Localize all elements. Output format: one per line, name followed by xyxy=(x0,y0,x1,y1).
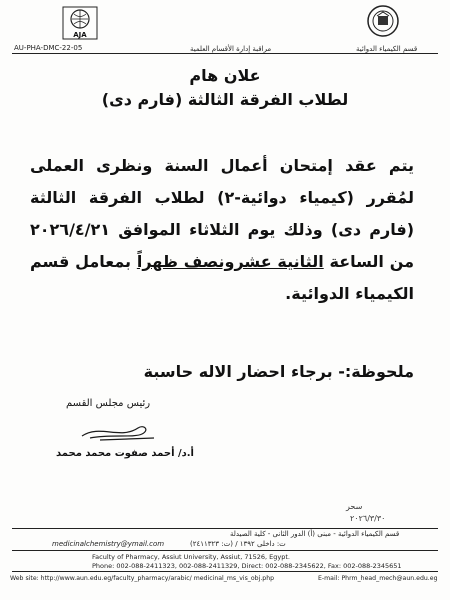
logo-text: AJA xyxy=(73,31,87,39)
footer-email: medicinalchemistry@ymail.com xyxy=(52,540,165,548)
signatory-name: أ.د/ أحمد صفوت محمد محمد xyxy=(56,448,194,459)
date-note-label: سحر xyxy=(346,502,363,511)
footer-divider-3 xyxy=(12,571,438,572)
signature-title: رئيس مجلس القسم xyxy=(66,398,151,409)
university-logo-icon xyxy=(62,6,98,40)
announcement-body xyxy=(30,150,414,310)
footer-divider-2 xyxy=(12,550,438,551)
footer-contact-email: E-mail: Phrm_head_mech@aun.edu.eg xyxy=(318,575,438,582)
announcement-subtitle: لطلاب الفرقة الثالثة (فارم دى) xyxy=(101,90,349,109)
footer-phones: Phone: 002-088-2411323, 002-088-2411329, Direct: 002-088-2345622, Fax: 002-088-2345651 xyxy=(92,562,402,570)
footer-website: Web site: http://www.aun.edu.eg/faculty_pharmacy/arabic/ medicinal_ms_vis_obj.php xyxy=(10,575,275,582)
body-time-underlined: الثانية عشرونصف ظهراً xyxy=(136,252,324,271)
note-line: ملحوظة:- برجاء احضار الاله حاسبة xyxy=(143,362,414,381)
document-code: AU-PHA-DMC-22-05 xyxy=(14,44,83,52)
date-note-value: ٢٠٢٦/٣/٣٠ xyxy=(350,514,386,523)
footer-department: قسم الكيمياء الدوائية - مبنى (أ) الدور الثانى - كلية الصيدلة xyxy=(230,530,400,538)
announcement-title: علان هام xyxy=(189,66,261,85)
faculty-emblem-icon xyxy=(366,4,400,38)
footer-phone-internal: ت: داخلى ١٣٩٢ / (ت: ٢٤١١٣٢٣) xyxy=(190,540,286,548)
handwritten-signature-icon xyxy=(80,414,160,444)
footer-faculty-address: Faculty of Pharmacy, Assiut University, Assiut, 71526, Egypt. xyxy=(92,553,291,561)
body-text-part1: يتم عقد إمتحان أعمال السنة ونظرى العملى لمُقرر (كيمياء دوائية-٢) لطلاب الفرقة الثالثة (فارم دى) وذلك يوم الثلاثاء الموافق ٢٠٢٦/٤/٢١ من الساعة xyxy=(30,156,414,271)
department-label: قسم الكيمياء الدوائية xyxy=(356,45,418,53)
footer-divider-1 xyxy=(12,528,438,529)
header-divider xyxy=(12,53,438,54)
body-text-part2: بمعامل قسم الكيمياء الدوائية. xyxy=(30,252,414,303)
quality-unit-label: مراقبة إدارة الأقسام العلمية xyxy=(190,45,272,53)
